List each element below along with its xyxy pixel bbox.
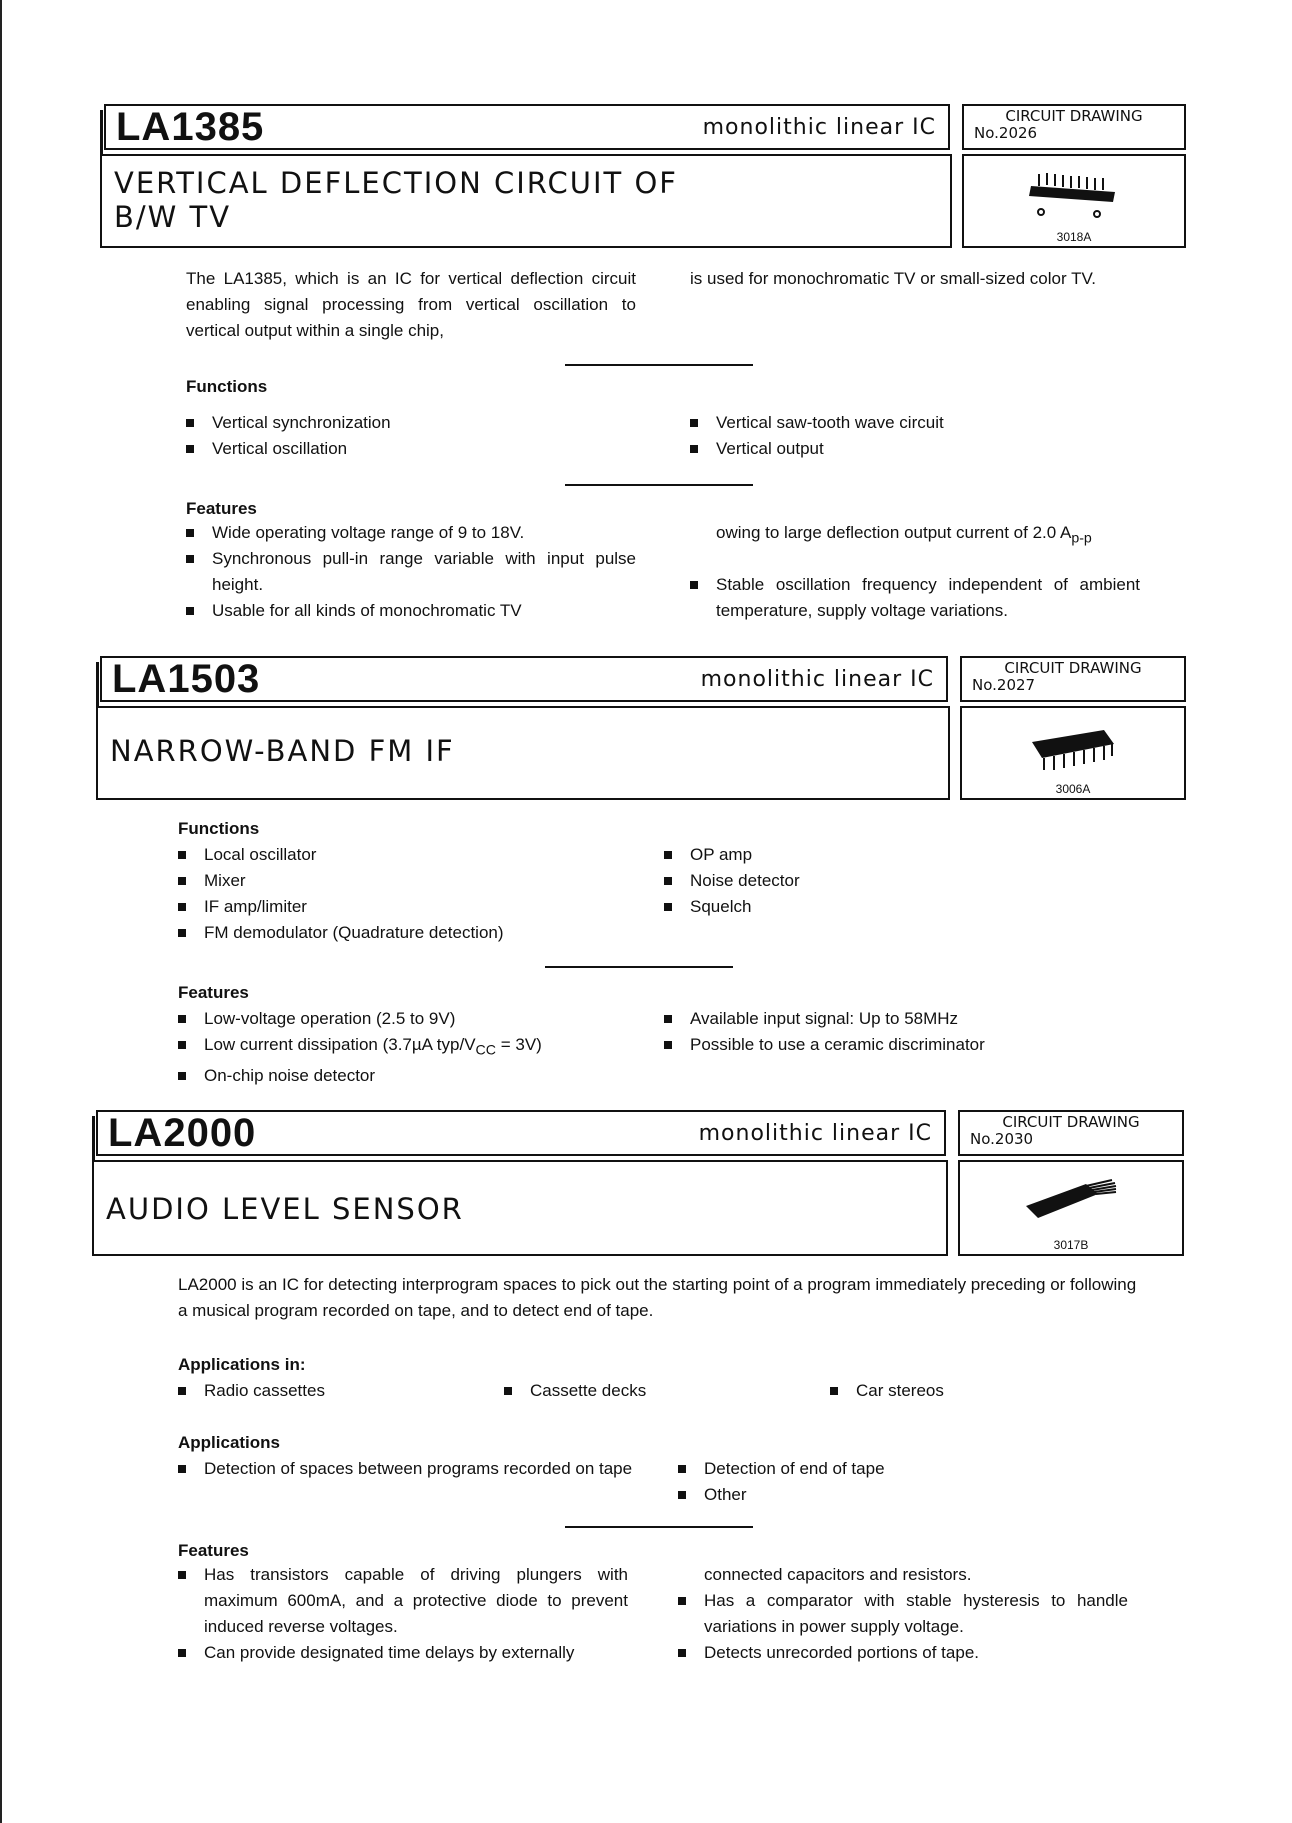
circuit-drawing-number: No.2030 — [970, 1130, 1034, 1148]
intro-left: The LA1385, which is an IC for vertical deflection circuit enabling signal processing from vertical oscillation to vertical output within a single chip, — [186, 269, 636, 340]
package-box — [960, 706, 1186, 800]
divider — [565, 484, 753, 486]
package-box — [962, 154, 1186, 248]
ic-package-icon — [1016, 1176, 1126, 1236]
package-box — [958, 1160, 1184, 1256]
features-list-right — [664, 1006, 1144, 1058]
list-item: Possible to use a ceramic discriminator — [664, 1032, 1144, 1058]
feature-text: = 3V) — [496, 1035, 542, 1054]
functions-list-left — [186, 410, 616, 462]
circuit-drawing-label: CIRCUIT DRAWING — [1004, 659, 1142, 677]
list-item: Vertical output — [690, 436, 1150, 462]
applications-list-right — [678, 1456, 1138, 1508]
divider — [545, 966, 733, 968]
functions-list-right — [690, 410, 1150, 462]
list-item: Vertical saw-tooth wave circuit — [690, 410, 1150, 436]
list-item: Low-voltage operation (2.5 to 9V) — [178, 1006, 638, 1032]
page-edge-line — [0, 0, 2, 1823]
title-line-1: VERTICAL DEFLECTION CIRCUIT OF — [114, 166, 678, 200]
product-header — [104, 104, 950, 150]
product-header — [96, 1110, 946, 1156]
list-item: Mixer — [178, 868, 638, 894]
list-item: Cassette decks — [504, 1378, 830, 1404]
list-item: Has a comparator with stable hysteresis to handle variations in power supply voltage. — [678, 1588, 1128, 1640]
list-item: Can provide designated time delays by externally — [178, 1640, 628, 1666]
list-item: On-chip noise detector — [178, 1063, 638, 1089]
features-heading: Features — [178, 983, 249, 1002]
subscript: CC — [475, 1042, 496, 1059]
features-list-left — [178, 1006, 638, 1089]
product-title — [96, 706, 950, 800]
features-heading: Features — [186, 499, 257, 518]
intro-right: is used for monochromatic TV or small-sized color TV. — [690, 269, 1096, 288]
list-item: FM demodulator (Quadrature detection) — [178, 920, 638, 946]
intro-text: LA2000 is an IC for detecting interprogram spaces to pick out the starting point of a program immediately preceding or following a musical program recorded on tape, and to detect end of tape. — [178, 1275, 1137, 1320]
part-number: LA1503 — [112, 657, 261, 701]
list-item: Radio cassettes — [178, 1378, 504, 1404]
list-item: Detection of end of tape — [678, 1456, 1138, 1482]
feature-text: Low current dissipation (3.7µA typ/V — [204, 1035, 476, 1054]
features-list-right — [678, 1588, 1128, 1666]
package-code: 3017B — [1053, 1238, 1089, 1252]
applications-in-heading: Applications in: — [178, 1355, 306, 1374]
list-item: IF amp/limiter — [178, 894, 638, 920]
package-code: 3018A — [1056, 230, 1092, 244]
list-item: Stable oscillation frequency independent of ambient temperature, supply voltage variations. — [690, 572, 1140, 624]
continuation-text: owing to large deflection output current of 2.0 A — [716, 523, 1072, 542]
circuit-drawing-box — [960, 656, 1186, 702]
product-title — [92, 1160, 948, 1256]
functions-heading: Functions — [178, 819, 260, 838]
title-line-2: B/W TV — [114, 200, 232, 234]
title-line-1: AUDIO LEVEL SENSOR — [106, 1192, 464, 1226]
divider — [565, 1526, 753, 1528]
product-title — [100, 154, 952, 248]
applications-heading: Applications — [178, 1433, 281, 1452]
circuit-drawing-number: No.2027 — [972, 676, 1036, 694]
features-heading: Features — [178, 1541, 249, 1560]
list-item: Other — [678, 1482, 1138, 1508]
part-number: LA1385 — [116, 105, 265, 149]
list-item: Car stereos — [830, 1378, 1056, 1404]
list-item: Noise detector — [664, 868, 1064, 894]
features-list-left — [186, 520, 636, 624]
list-item: Squelch — [664, 894, 1064, 920]
package-code: 3006A — [1055, 782, 1091, 796]
list-item: Available input signal: Up to 58MHz — [664, 1006, 1144, 1032]
applications-in-list — [178, 1378, 1056, 1404]
list-item: Detection of spaces between programs recorded on tape — [178, 1456, 636, 1482]
ic-package-icon — [1018, 722, 1128, 782]
ic-type-label: monolithic linear IC — [700, 666, 934, 692]
title-line-1: NARROW-BAND FM IF — [110, 734, 455, 768]
part-number: LA2000 — [108, 1111, 257, 1155]
list-item: Synchronous pull-in range variable with input pulse height. — [186, 546, 636, 598]
circuit-drawing-label: CIRCUIT DRAWING — [1002, 1113, 1140, 1131]
list-item: Usable for all kinds of monochromatic TV — [186, 598, 636, 624]
list-item — [178, 1032, 638, 1063]
list-item: Has transistors capable of driving plungers with maximum 600mA, and a protective diode to prevent induced reverse voltages. — [178, 1562, 628, 1640]
ic-type-label: monolithic linear IC — [702, 114, 936, 140]
list-item: Vertical synchronization — [186, 410, 616, 436]
subscript: p-p — [1071, 530, 1092, 547]
circuit-drawing-number: No.2026 — [974, 124, 1038, 142]
ic-type-label: monolithic linear IC — [698, 1120, 932, 1146]
ic-package-icon — [1019, 170, 1129, 226]
features-list-right — [690, 572, 1140, 624]
product-header — [100, 656, 948, 702]
circuit-drawing-box — [958, 1110, 1184, 1156]
features-list-left — [178, 1562, 628, 1666]
applications-list-left — [178, 1456, 636, 1482]
features-continuation — [716, 520, 1140, 551]
functions-heading: Functions — [186, 377, 268, 396]
functions-list-right — [664, 842, 1064, 920]
circuit-drawing-box — [962, 104, 1186, 150]
list-item: OP amp — [664, 842, 1064, 868]
circuit-drawing-label: CIRCUIT DRAWING — [1005, 107, 1143, 125]
list-item: Wide operating voltage range of 9 to 18V. — [186, 520, 636, 546]
list-item: Detects unrecorded portions of tape. — [678, 1640, 1128, 1666]
functions-list-left — [178, 842, 638, 946]
list-item: Local oscillator — [178, 842, 638, 868]
list-item: Vertical oscillation — [186, 436, 616, 462]
features-continuation: connected capacitors and resistors. — [704, 1565, 972, 1584]
divider — [565, 364, 753, 366]
